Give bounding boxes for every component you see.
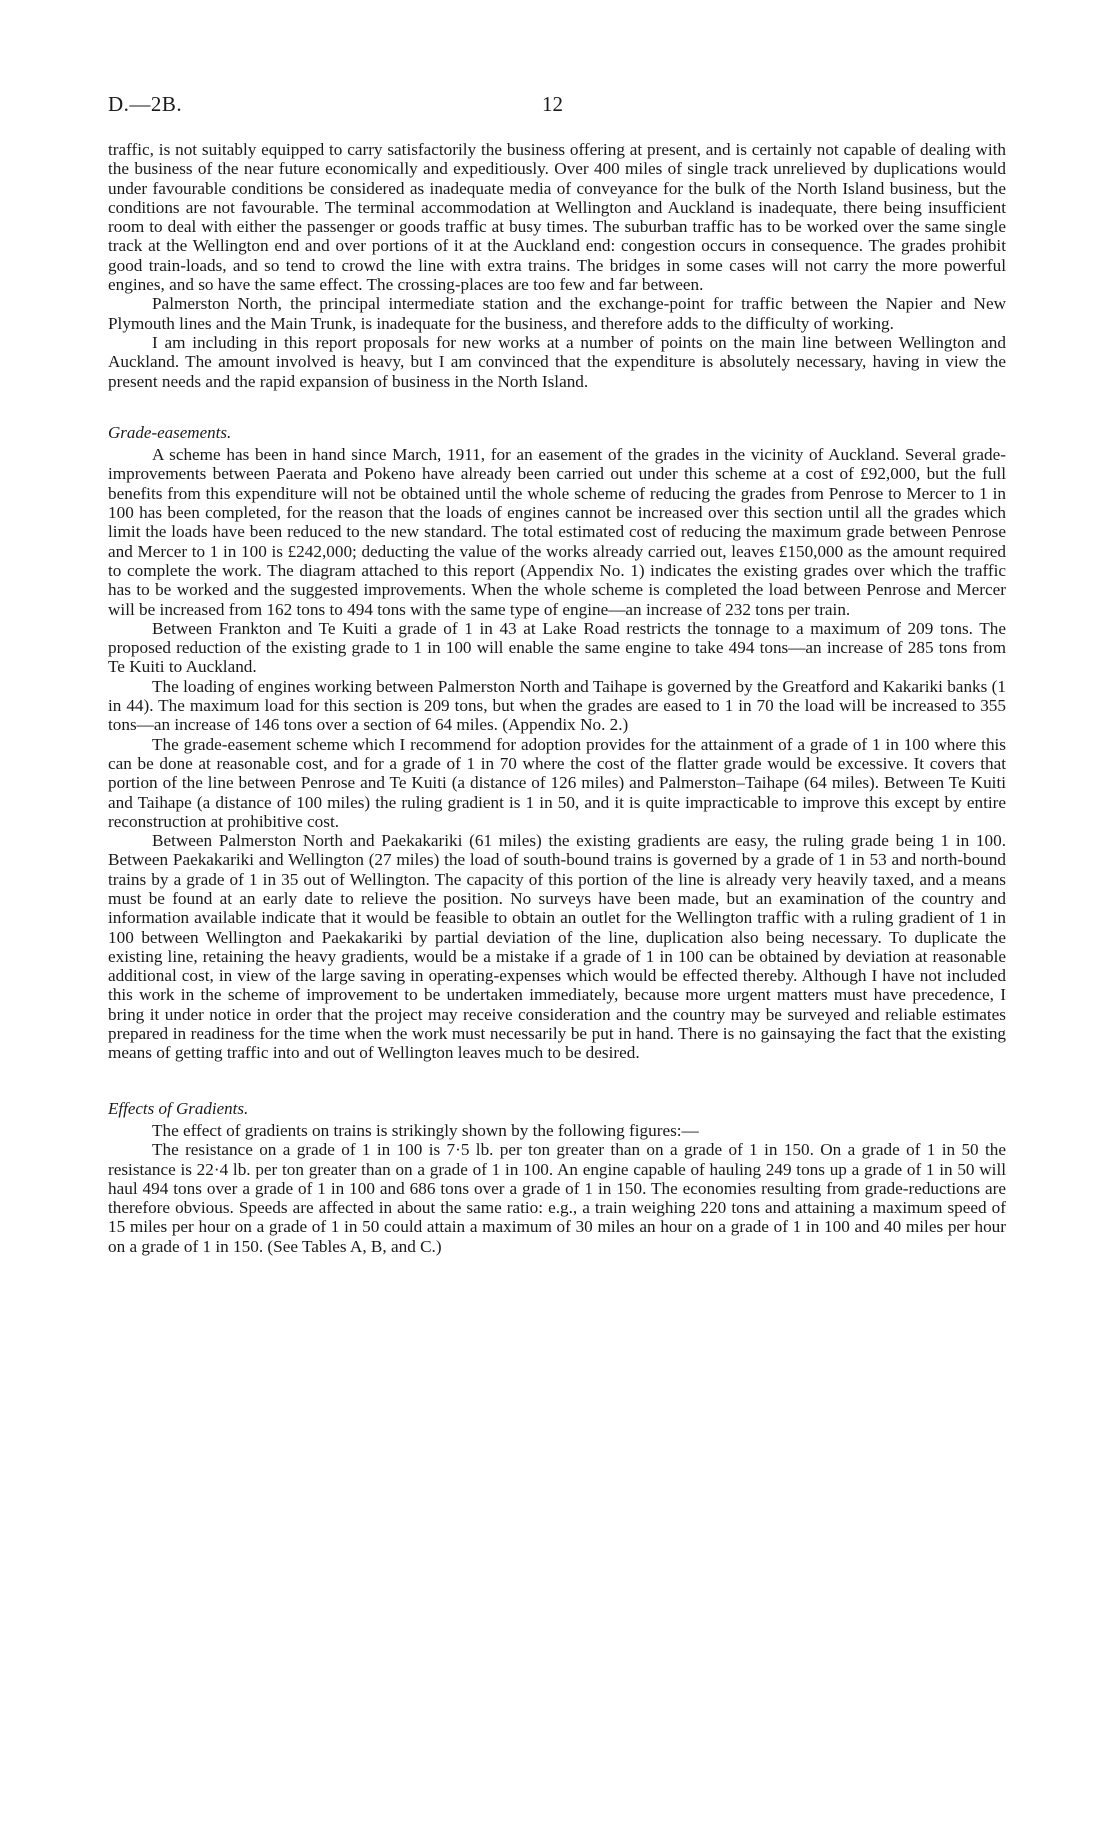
paragraph-frankton-te-kuiti: Between Frankton and Te Kuiti a grade of 1 in 43 at Lake Road restricts the tonnage to a maximum of 209 tons. The proposed reduction of the existing grade to 1 in 100 will enable the same engine to take 494 tons—an increase of 285 tons from Te Kuiti to Auckland.	[108, 618, 1006, 677]
section-heading-effects-of-gradients: Effects of Gradients.	[108, 1098, 249, 1118]
page-number: 12	[542, 92, 563, 116]
paragraph-scheme-recommendation: The grade-easement scheme which I recommend for adoption provides for the attainment of a grade of 1 in 100 where this can be done at reasonable cost, and for a grade of 1 in 70 where the cost of the flatter grade would be excessive. It covers that portion of the line between Penrose and Te Kuiti (a distance of 126 miles) and Palmerston–Taihape (64 miles). Between Te Kuiti and Taihape (a distance of 100 miles) the ruling gradient is 1 in 50, and it is quite impracticable to improve this except by entire reconstruction at prohibitive cost.	[108, 734, 1006, 831]
paragraph-wellington-paekakariki: Between Palmerston North and Paekakariki (61 miles) the existing gradients are easy, the ruling grade being 1 in 100. Between Paekakariki and Wellington (27 miles) the load of south-bound trains is governed by a grade of 1 in 53 and north-bound trains by a grade of 1 in 35 out of Wellington. The capacity of this portion of the line is already very heavily taxed, and a means must be found at an early date to relieve the position. No surveys have been made, but an examination of the country and information available indicate that it would be feasible to obtain an outlet for the Wellington traffic with a ruling gradient of 1 in 100 between Wellington and Paekakariki by partial deviation of the line, duplication also being necessary. To duplicate the existing line, retaining the heavy gradients, would be a mistake if a grade of 1 in 100 can be obtained by deviation at reasonable additional cost, in view of the large saving in operating-expenses which would be effected thereby. Although I have not included this work in the scheme of improvement to be undertaken immediately, because more urgent matters must have precedence, I bring it under notice in order that the project may receive consideration and the country may be surveyed and reliable estimates prepared in readiness for the time when the work must necessarily be put in hand. There is no gainsaying the fact that the existing means of getting traffic into and out of Wellington leaves much to be desired.	[108, 831, 1006, 1063]
paragraph-palmerston-north: Palmerston North, the principal intermediate station and the exchange-point for traffic between the Napier and New Plymouth lines and the Main Trunk, is inadequate for the business, and therefore adds to the difficulty of working.	[108, 294, 1006, 333]
page-body	[108, 140, 1006, 1256]
paragraph-auckland-scheme: A scheme has been in hand since March, 1911, for an easement of the grades in the vicinity of Auckland. Several grade-improvements between Paerata and Pokeno have already been carried out under this scheme at a cost of £92,000, but the full benefits from this expenditure will not be obtained until the whole scheme of reducing the grades from Penrose to Mercer to 1 in 100 has been completed, for the reason that the loads of engines cannot be increased over this section until all the grades which limit the loads have been reduced to the new standard. The total estimated cost of reducing the maximum grade between Penrose and Mercer to 1 in 100 is £242,000; deducting the value of the works already carried out, leaves £150,000 as the amount required to complete the work. The diagram attached to this report (Appendix No. 1) indicates the existing grades over which the traffic has to be worked and the suggested improvements. When the whole scheme is completed the load between Penrose and Mercer will be increased from 162 tons to 494 tons with the same type of engine—an increase of 232 tons per train.	[108, 445, 1006, 619]
paragraph-palmerston-taihape: The loading of engines working between Palmerston North and Taihape is governed by the Greatford and Kakariki banks (1 in 44). The maximum load for this section is 209 tons, but when the grades are eased to 1 in 70 the load will be increased to 355 tons—an increase of 146 tons over a section of 64 miles. (Appendix No. 2.)	[108, 676, 1006, 735]
paragraph-effects-intro: The effect of gradients on trains is strikingly shown by the following figures:—	[152, 1120, 699, 1140]
paragraph-resistance-figures: The resistance on a grade of 1 in 100 is 7·5 lb. per ton greater than on a grade of 1 in 150. On a grade of 1 in 50 the resistance is 22·4 lb. per ton greater than on a grade of 1 in 100. An engine capable of hauling 249 tons up a grade of 1 in 50 will haul 494 tons over a grade of 1 in 100 and 686 tons over a grade of 1 in 150. The economies resulting from grade-reductions are therefore obvious. Speeds are affected in about the same ratio: e.g., a train weighing 220 tons and attaining a maximum speed of 15 miles per hour on a grade of 1 in 50 could attain a maximum of 30 miles an hour on a grade of 1 in 100 and 40 miles per hour on a grade of 1 in 150. (See Tables A, B, and C.)	[108, 1140, 1006, 1256]
page-header	[108, 92, 1006, 126]
paragraph-intro-continued: traffic, is not suitably equipped to carry satisfactorily the business offering at present, and is certainly not capable of dealing with the business of the near future economically and expeditiously. Over 400 miles of single track unrelieved by duplications would under favourable conditions be considered as inadequate media of conveyance for the bulk of the North Island business, but the conditions are not favourable. The terminal accommodation at Wellington and Auckland is inadequate, there being insufficient room to deal with either the passenger or goods traffic at busy times. The suburban traffic has to be worked over the same single track at the Wellington end and over portions of it at the Auckland end: congestion occurs in consequence. The grades prohibit good train-loads, and so tend to crowd the line with extra trains. The bridges in some cases will not carry the more powerful engines, and so have the same effect. The crossing-places are too few and far between.	[108, 140, 1006, 295]
paragraph-proposals: I am including in this report proposals for new works at a number of points on the main line between Wellington and Auckland. The amount involved is heavy, but I am convinced that the expenditure is absolutely necessary, having in view the present needs and the rapid expansion of business in the North Island.	[108, 332, 1006, 391]
document-reference: D.—2B.	[108, 92, 183, 116]
document-page	[108, 92, 1006, 1256]
section-heading-grade-easements: Grade-easements.	[108, 422, 232, 442]
